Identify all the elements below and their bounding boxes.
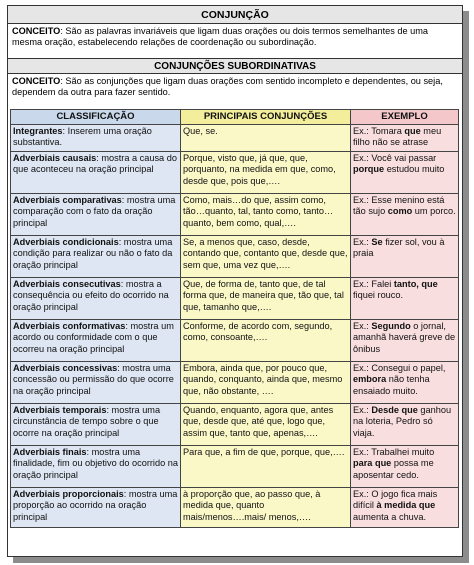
- example-text: um porco.: [412, 206, 456, 216]
- example-cell: [351, 193, 459, 235]
- classification-desc: : mostra uma finalidade, fim ou objetivo do ocorrido na oração principal: [13, 446, 178, 480]
- classification-name: Adverbiais finais: [13, 446, 87, 457]
- classification-desc: : mostra um acordo ou conformidade com o que ocorreu na oração principal: [13, 320, 174, 354]
- classification-name: Adverbiais condicionais: [13, 236, 119, 247]
- example-highlight: que: [404, 125, 421, 136]
- example-cell: [351, 445, 459, 487]
- classification-cell: [11, 193, 181, 235]
- table-row: [11, 403, 459, 445]
- classification-table: [10, 109, 459, 528]
- example-text: o jornal, amanhã haverá greve de ônibus: [353, 320, 456, 354]
- classification-desc: : Inserem uma oração substantiva.: [13, 125, 152, 147]
- classification-cell: [11, 277, 181, 319]
- conjunctions-cell: Quando, enquanto, agora que, antes que, desde que, até que, logo que, assim que, tanto que, apenas,….: [181, 403, 351, 445]
- example-text: Ex.:: [353, 404, 372, 415]
- concept-text: : São as conjunções que ligam duas orações com sentido incompleto e dependentes, ou seja, dependem da outra para fazer sentido.: [12, 76, 443, 97]
- conjunction-card: [7, 5, 463, 557]
- classification-name: Adverbiais comparativas: [13, 194, 122, 205]
- classification-name: Adverbiais temporais: [13, 404, 107, 415]
- example-cell: [351, 151, 459, 193]
- example-text: Ex.: Esse menino está tão sujo: [353, 194, 445, 216]
- classification-cell: [11, 403, 181, 445]
- conjunctions-cell: Se, a menos que, caso, desde, contando que, contanto que, desde que, sem que, uma vez que,….: [181, 235, 351, 277]
- example-text: não tenha ensaiado muito.: [353, 374, 430, 396]
- example-text: Ex.: Falei: [353, 278, 394, 289]
- classification-desc: : mostra uma comparação com o fato da oração principal: [13, 194, 176, 228]
- example-text: estudou muito: [384, 164, 445, 174]
- classification-name: Adverbiais causais: [13, 152, 97, 163]
- example-cell: [351, 319, 459, 361]
- conjunctions-cell: Para que, a fim de que, porque, que,….: [181, 445, 351, 487]
- example-cell: [351, 487, 459, 527]
- classification-name: Adverbiais consecutivas: [13, 278, 121, 289]
- classification-cell: [11, 235, 181, 277]
- example-cell: [351, 277, 459, 319]
- classification-cell: [11, 319, 181, 361]
- classification-cell: [11, 445, 181, 487]
- example-text: Ex.: O jogo fica mais difícil: [353, 488, 438, 510]
- conjunctions-cell: Que, de forma de, tanto que, de tal forma que, de maneira que, tão que, tal que, tamanho que,….: [181, 277, 351, 319]
- concept-text: : São as palavras invariáveis que ligam duas orações ou dois termos semelhantes de uma mesma oração, estabelecendo relações de coordenação ou subordinação.: [12, 26, 429, 47]
- example-cell: [351, 361, 459, 403]
- page-title: CONJUNÇÃO: [8, 6, 462, 24]
- classification-name: Adverbiais proporcionais: [13, 488, 124, 499]
- classification-name: Adverbiais conformativas: [13, 320, 126, 331]
- conjunctions-cell: Conforme, de acordo com, segundo, como, consoante,….: [181, 319, 351, 361]
- header-conjunctions: PRINCIPAIS CONJUNÇÕES: [181, 110, 351, 125]
- example-text: Ex.: Tomara: [353, 125, 405, 136]
- classification-name: Adverbiais concessivas: [13, 362, 118, 373]
- example-text: possa me aposentar cedo.: [353, 458, 434, 480]
- concept-label: CONCEITO: [12, 76, 61, 86]
- classification-desc: : mostra a consequência ou efeito do ocorrido na oração principal: [13, 278, 169, 312]
- example-text: aumenta a chuva.: [353, 511, 427, 522]
- section-title: CONJUNÇÕES SUBORDINATIVAS: [8, 58, 462, 74]
- example-text: Ex.:: [353, 320, 372, 331]
- example-cell: [351, 124, 459, 151]
- example-text: Ex.: Consegui o papel,: [353, 362, 446, 373]
- table-row: [11, 361, 459, 403]
- header-classification: CLASSIFICAÇÃO: [11, 110, 181, 125]
- conjunctions-cell: Que, se.: [181, 124, 351, 151]
- example-text: Ex.: Você vai passar: [353, 152, 437, 163]
- table-row: [11, 193, 459, 235]
- table-row: [11, 124, 459, 151]
- classification-cell: [11, 151, 181, 193]
- table-row: [11, 235, 459, 277]
- classification-desc: : mostra uma proporção ao ocorrido na oração principal: [13, 488, 178, 522]
- example-highlight: tanto, que: [393, 278, 438, 289]
- table-row: [11, 487, 459, 527]
- example-highlight: embora: [353, 374, 387, 384]
- example-text: meu filho não se atrase: [353, 125, 442, 147]
- classification-cell: [11, 361, 181, 403]
- example-cell: [351, 235, 459, 277]
- example-highlight: Se: [371, 236, 383, 247]
- conjunctions-cell: Porque, visto que, já que, que, porquanto, na medida em que, como, desde que, pois que,….: [181, 151, 351, 193]
- classification-name: Integrantes: [13, 125, 63, 136]
- example-cell: [351, 403, 459, 445]
- classification-cell: [11, 487, 181, 527]
- classification-desc: : mostra uma condição para realizar ou não o fato da oração principal: [13, 236, 173, 270]
- subordinate-concept: [12, 76, 458, 98]
- classification-desc: : mostra a causa do que aconteceu na oração principal: [13, 152, 177, 174]
- header-example: EXEMPLO: [351, 110, 459, 125]
- example-highlight: Desde que: [371, 404, 418, 415]
- conjunctions-cell: à proporção que, ao passo que, à medida que, quanto mais/menos….mais/ menos,….: [181, 487, 351, 527]
- table-row: [11, 277, 459, 319]
- classification-desc: : mostra uma circunstância de tempo sobre o que ocorre na oração principal: [13, 404, 161, 438]
- concept-definition: [12, 26, 458, 48]
- table-row: [11, 445, 459, 487]
- example-text: Ex.: Trabalhei muito: [353, 446, 435, 457]
- table-row: [11, 319, 459, 361]
- table-header-row: [11, 110, 459, 125]
- example-text: Ex.:: [353, 236, 372, 247]
- table-row: [11, 151, 459, 193]
- concept-label: CONCEITO: [12, 26, 61, 36]
- conjunctions-cell: Como, mais…do que, assim como, tão…quanto, tal, tanto como, tanto…quanto, bem como, qual,….: [181, 193, 351, 235]
- example-highlight: Segundo: [371, 320, 411, 331]
- classification-cell: [11, 124, 181, 151]
- example-text: fiquei rouco.: [353, 290, 404, 300]
- example-highlight: à medida que: [376, 500, 436, 510]
- example-highlight: como: [387, 206, 413, 216]
- example-highlight: para que: [353, 458, 392, 468]
- classification-desc: : mostra uma concessão ou permissão do que ocorre na oração principal: [13, 362, 174, 396]
- example-text: ganhou na loteria, Pedro só viaja.: [353, 404, 452, 438]
- conjunctions-cell: Embora, ainda que, por pouco que, quando, conquanto, ainda que, mesmo que, não obstante, ….: [181, 361, 351, 403]
- example-highlight: porque: [353, 164, 385, 174]
- example-text: fizer sol, vou à praia: [353, 236, 445, 258]
